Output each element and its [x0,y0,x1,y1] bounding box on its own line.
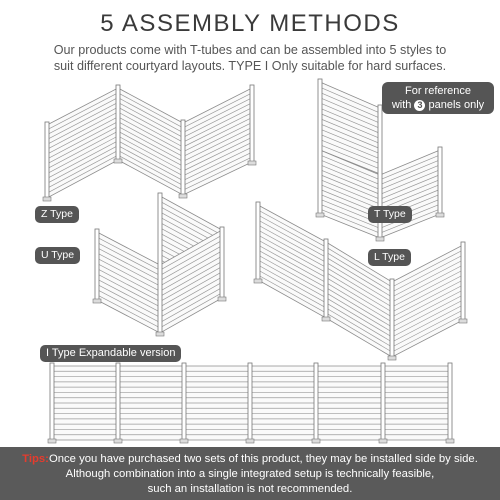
fence-post [324,239,328,318]
t-post-left [318,79,322,214]
i-type-label: I Type Expandable version [40,345,181,362]
post-base [114,439,122,443]
post-base [388,356,396,360]
t-post-right [438,147,442,214]
l-type-label: L Type [368,249,411,266]
footer-line-1: Once you have purchased two sets of this product, they may be installed side by side. [48,453,478,465]
post-base [248,161,256,165]
post-base [93,299,101,303]
tips-label: Tips: [22,453,49,465]
footer-line-3: such an installation is not recommended. [147,483,353,495]
t-type-label: T Type [368,206,412,223]
post-base [376,237,384,241]
reference-note [382,82,494,114]
post-base [322,317,330,321]
i-post [314,363,318,440]
footer-line-2: Although combination into a single integrated setup is technically feasible, [65,468,435,480]
panel-count-badge: 3 [414,100,425,111]
fence-post [116,85,120,160]
reference-note-suffix: panels only [425,99,485,111]
u-type-label: U Type [35,247,80,264]
i-post [381,363,385,440]
fence-post [256,202,260,280]
post-base [312,439,320,443]
fence-post [390,279,394,357]
fence-post [45,122,49,198]
fence-post [158,193,162,333]
subtitle-line-1: Our products come with T-tubes and can be assembled into 5 styles to [53,43,447,57]
post-base [218,297,226,301]
subtitle-line-2: suit different courtyard layouts. TYPE I Only suitable for hard surfaces. [53,59,447,73]
post-base [316,213,324,217]
i-post [116,363,120,440]
i-post [50,363,54,440]
page-title: 5 ASSEMBLY METHODS [100,10,400,37]
z-panel-left [47,88,118,198]
post-base [254,279,262,283]
i-post [182,363,186,440]
reference-note-line-1: For reference [404,85,472,97]
post-base [246,439,254,443]
reference-note-prefix: with [391,99,415,111]
fence-post [95,229,99,300]
post-base [379,439,387,443]
i-post [448,363,452,440]
post-base [180,439,188,443]
footer-tips [0,447,500,500]
fence-post [181,120,185,195]
i-post [248,363,252,440]
post-base [436,213,444,217]
post-base [179,194,187,198]
post-base [446,439,454,443]
post-base [459,319,467,323]
fence-post [461,242,465,320]
fence-post [250,85,254,162]
fence-post [220,227,224,298]
post-base [43,197,51,201]
z-type-label: Z Type [35,206,79,223]
post-base [114,159,122,163]
post-base [48,439,56,443]
post-base [156,332,164,336]
